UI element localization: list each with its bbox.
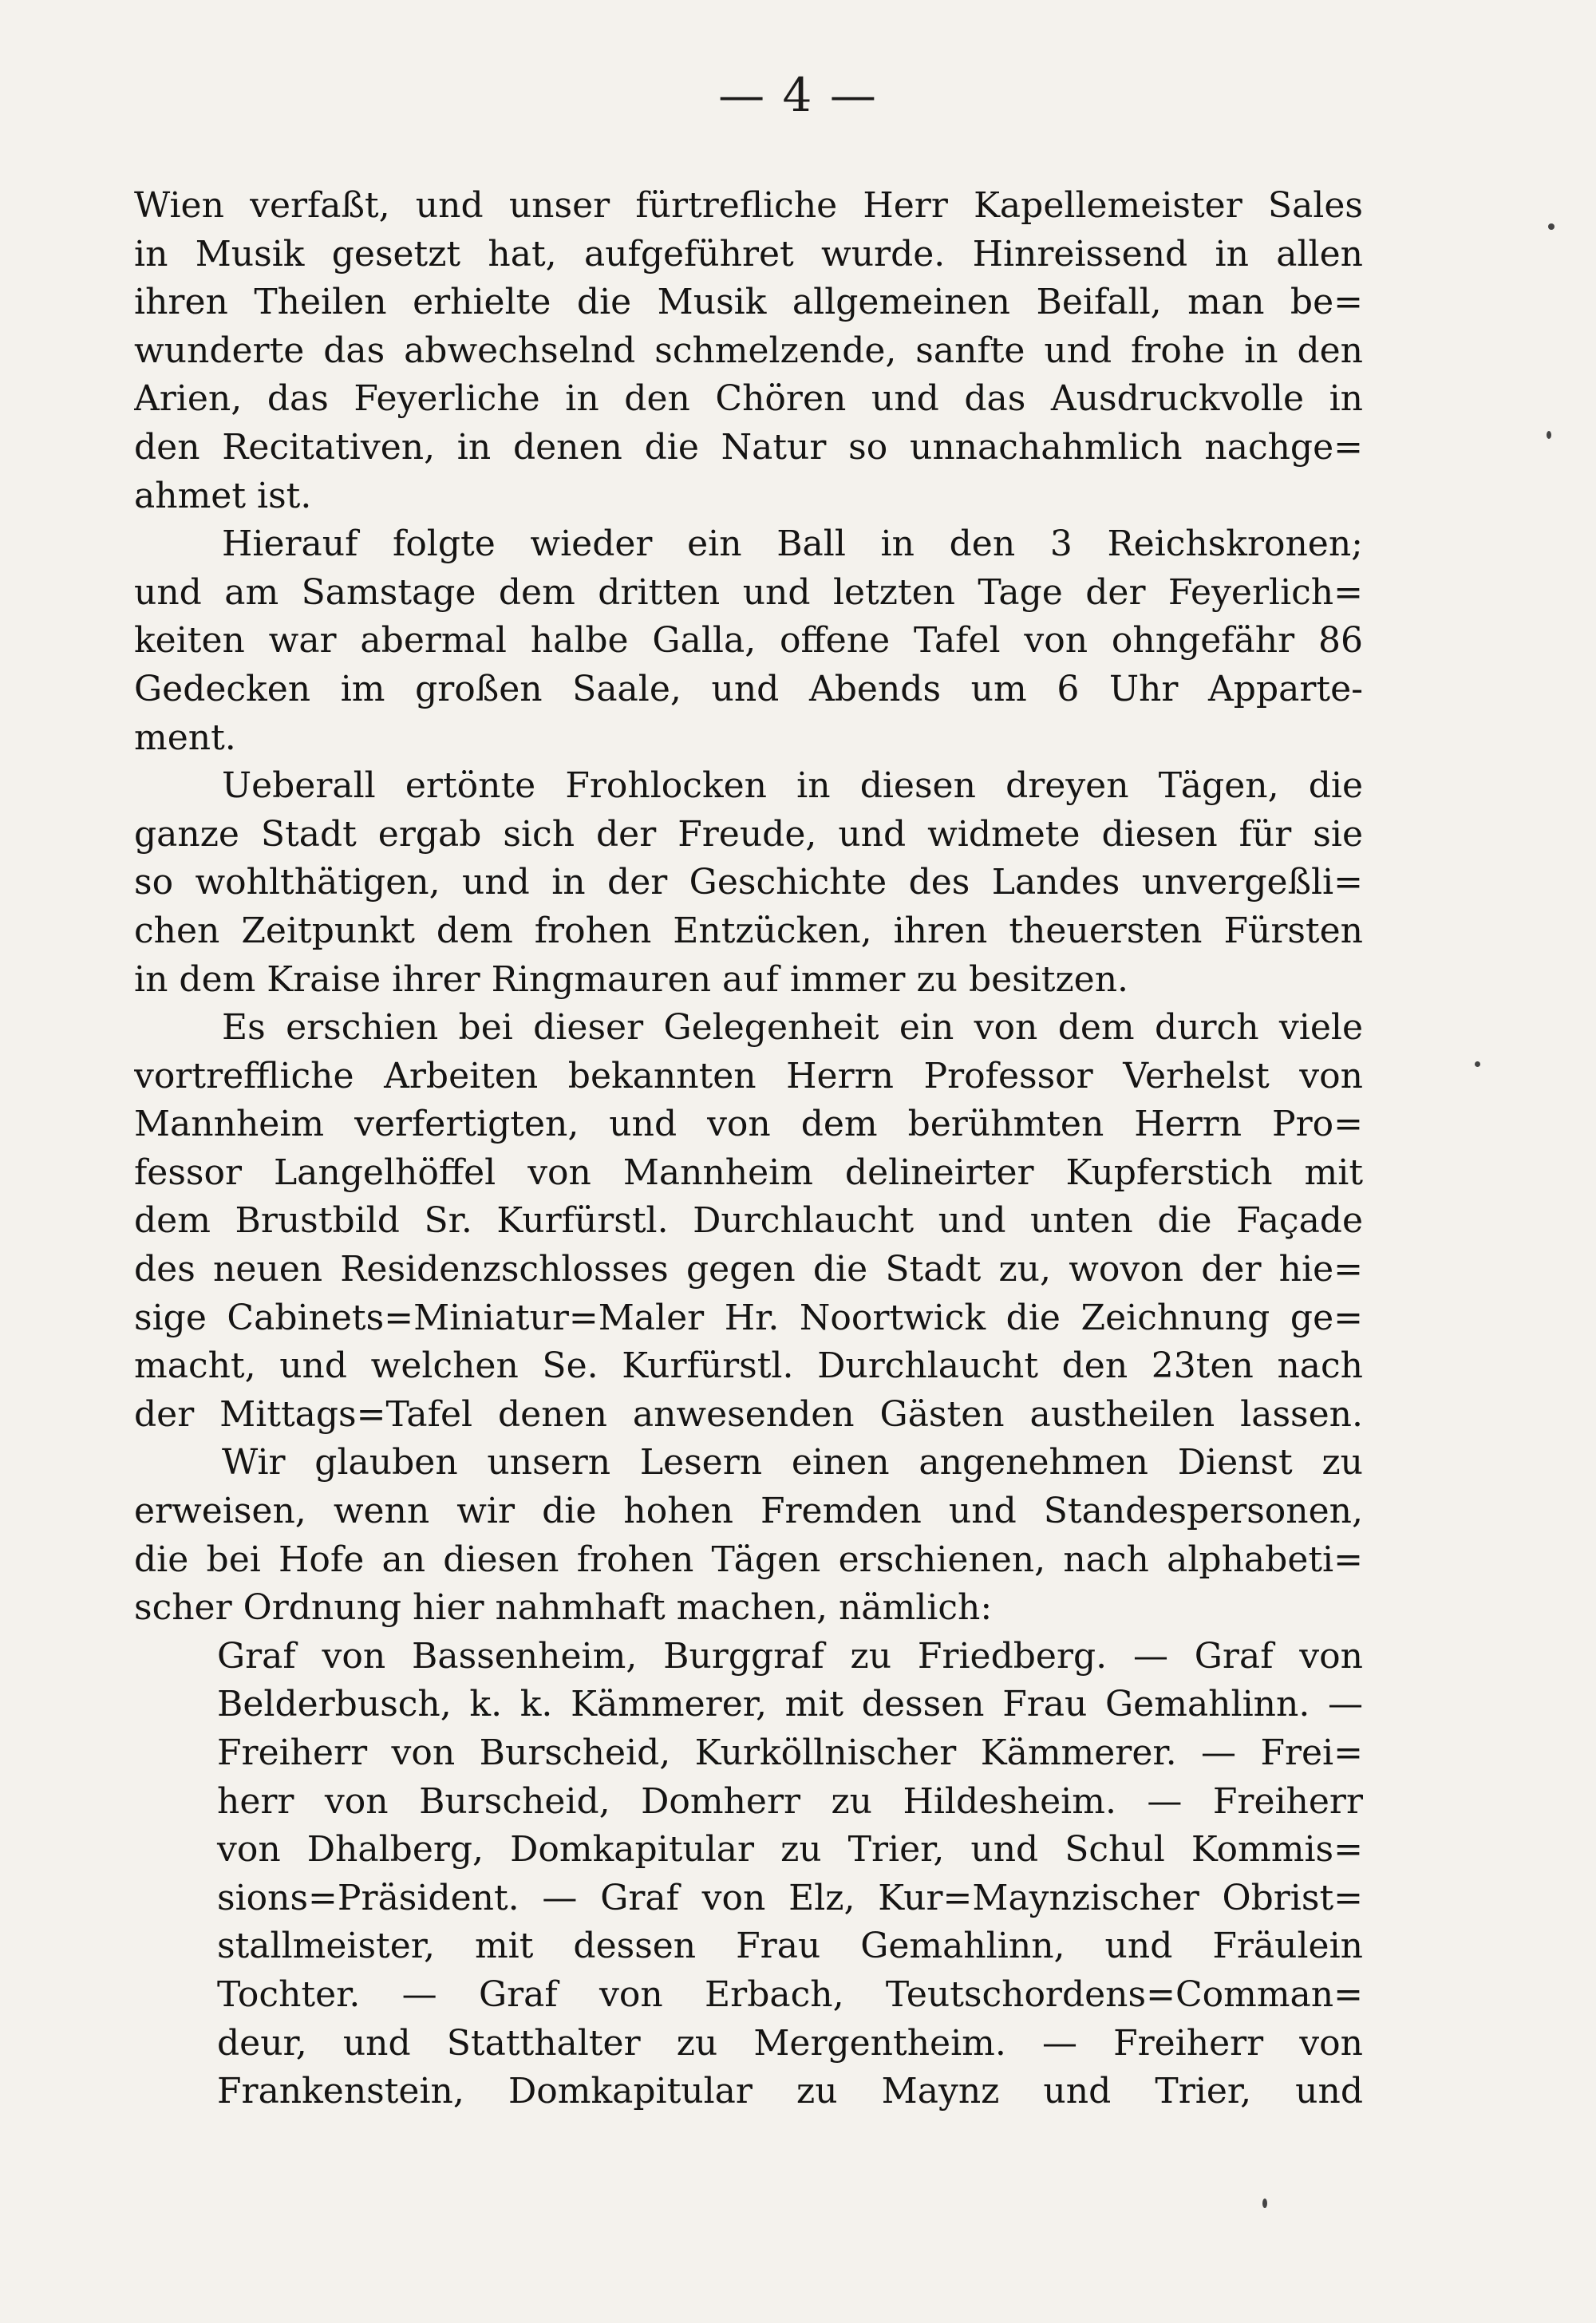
- text-line: ganze Stadt ergab sich der Freude, und widmete diesen für sie: [134, 813, 1363, 855]
- text-line: Arien, das Feyerliche in den Chören und das Ausdruckvolle in: [134, 378, 1363, 420]
- page-number: — 4 —: [718, 68, 878, 122]
- text-line: sions=Präsident. — Graf von Elz, Kur=Maynzischer Obrist=: [217, 1877, 1363, 1918]
- text-line: scher Ordnung hier nahmhaft machen, nämlich:: [134, 1587, 993, 1629]
- text-line: fessor Langelhöffel von Mannheim delineirter Kupferstich mit: [134, 1152, 1363, 1193]
- text-line: so wohlthätigen, und in der Geschichte des Landes unvergeßli=: [134, 862, 1363, 903]
- text-line: den Recitativen, in denen die Natur so unnachahmlich nachge=: [134, 426, 1363, 468]
- text-line: dem Brustbild Sr. Kurfürstl. Durchlaucht und unten die Façade: [134, 1200, 1363, 1242]
- text-line: Wien verfaßt, und unser fürtrefliche Herr Kapellemeister Sales: [134, 185, 1363, 226]
- text-line: deur, und Statthalter zu Mergentheim. — Freiherr von: [217, 2022, 1363, 2064]
- text-line: Mannheim verfertigten, und von dem berühmten Herrn Pro=: [134, 1104, 1363, 1145]
- text-line: Gedecken im großen Saale, und Abends um 6 Uhr Apparte-: [134, 668, 1363, 709]
- text-line: ment.: [134, 717, 236, 758]
- print-speck: [1548, 223, 1555, 230]
- text-line: Frankenstein, Domkapitular zu Maynz und Trier, und: [217, 2071, 1363, 2112]
- text-line: Tochter. — Graf von Erbach, Teutschordens=Comman=: [217, 1973, 1363, 2015]
- text-line: von Dhalberg, Domkapitular zu Trier, und Schul Kommis=: [217, 1829, 1363, 1871]
- text-line: Graf von Bassenheim, Burggraf zu Friedberg. — Graf von: [217, 1635, 1363, 1677]
- text-line: in Musik gesetzt hat, aufgeführet wurde. Hinreissend in allen: [134, 233, 1363, 275]
- text-line: in dem Kraise ihrer Ringmauren auf immer zu besitzen.: [134, 958, 1129, 1000]
- text-line: und am Samstage dem dritten und letzten Tage der Feyerlich=: [134, 571, 1363, 613]
- text-line: chen Zeitpunkt dem frohen Entzücken, ihren theuersten Fürsten: [134, 910, 1363, 951]
- text-line: macht, und welchen Se. Kurfürstl. Durchlaucht den 23ten nach: [134, 1345, 1363, 1387]
- text-line: des neuen Residenzschlosses gegen die Stadt zu, wovon der hie=: [134, 1249, 1363, 1290]
- text-line: Hierauf folgte wieder ein Ball in den 3 Reichskronen;: [222, 523, 1363, 565]
- text-line: Es erschien bei dieser Gelegenheit ein von dem durch viele: [222, 1007, 1363, 1049]
- text-line: Wir glauben unsern Lesern einen angenehmen Dienst zu: [222, 1442, 1363, 1483]
- text-line: herr von Burscheid, Domherr zu Hildesheim. — Freiherr: [217, 1780, 1363, 1822]
- print-speck: [1547, 431, 1551, 439]
- text-line: der Mittags=Tafel denen anwesenden Gästen austheilen lassen.: [134, 1393, 1363, 1435]
- text-line: stallmeister, mit dessen Frau Gemahlinn, und Fräulein: [217, 1926, 1363, 1967]
- text-line: erweisen, wenn wir die hohen Fremden und Standespersonen,: [134, 1491, 1363, 1532]
- text-line: Belderbusch, k. k. Kämmerer, mit dessen Frau Gemahlinn. —: [217, 1684, 1363, 1725]
- text-line: sige Cabinets=Miniatur=Maler Hr. Noortwick die Zeichnung ge=: [134, 1297, 1363, 1338]
- text-line: Freiherr von Burscheid, Kurköllnischer Kämmerer. — Frei=: [217, 1732, 1363, 1773]
- text-line: vortreffliche Arbeiten bekannten Herrn Professor Verhelst von: [134, 1055, 1363, 1096]
- text-line: keiten war abermal halbe Galla, offene Tafel von ohngefähr 86: [134, 620, 1363, 662]
- text-line: Ueberall ertönte Frohlocken in diesen dreyen Tägen, die: [222, 765, 1363, 807]
- text-line: die bei Hofe an diesen frohen Tägen erschienen, nach alphabeti=: [134, 1539, 1363, 1580]
- print-speck: [1262, 2199, 1267, 2208]
- text-line: wunderte das abwechselnd schmelzende, sanfte und frohe in den: [134, 330, 1363, 371]
- text-line: ahmet ist.: [134, 475, 312, 516]
- print-speck: [1475, 1061, 1480, 1067]
- text-line: ihren Theilen erhielte die Musik allgemeinen Beifall, man be=: [134, 282, 1363, 323]
- body-text: [134, 182, 1363, 2116]
